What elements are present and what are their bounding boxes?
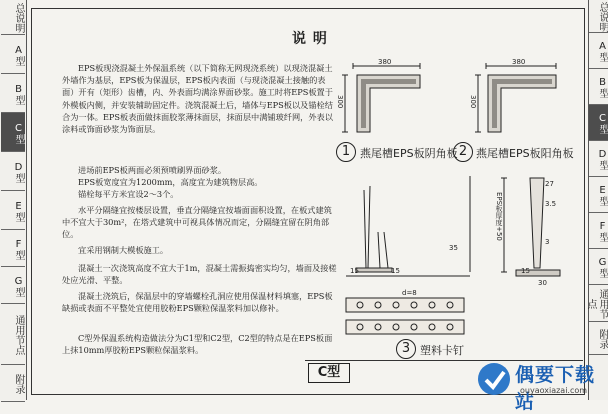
outer-corner-width-label: 380 [512,58,526,66]
clip-dim-3: 3 [545,238,550,246]
right-tab-b[interactable]: B型 [589,69,608,105]
left-tab-d[interactable]: D型 [1,152,25,191]
paragraph-repair: 混凝土浇筑后，保温层中的穿墙螺栓孔洞应使用保温材料填塞，EPS板缺损或表面不平整处宜使用胶粉EPS颗粒保温浆料加以修补。 [62,291,333,314]
paragraph-joints: 水平分隔缝宜按楼层设置，垂直分隔缝宜按墙面面积设置，在板式建筑中不宜大于30m²，在塔式建筑中可视具体情况而定，分隔缝宜留在阴角部位。 [62,205,332,240]
page-title: 说 明 [292,31,328,47]
inner-corner-board-label: 燕尾槽EPS板阴角板 [360,147,458,160]
left-tab-g[interactable]: G型 [1,267,25,304]
paragraph-interface-mortar: 进场前EPS板两面必须预喷刷界面砂浆。 [78,165,227,175]
outer-corner-board-label: 燕尾槽EPS板阳角板 [476,147,574,160]
paragraph-pouring: 混凝土一次浇筑高度不宜大于1m，混凝土需振捣密实均匀，墙面及接槎处应光滑、平整。 [62,263,337,286]
clip-dim-27: 27 [545,180,554,188]
left-tab-c[interactable]: C型 [1,113,25,152]
right-tab-general[interactable]: 总说明 [589,0,608,33]
right-tab-g[interactable]: G型 [589,249,608,285]
inner-corner-board-drawing [342,63,420,132]
left-tab-general-nodes[interactable]: 通用节点 [1,304,25,365]
outer-corner-height-label: 300 [469,95,477,109]
right-tab-general-nodes[interactable]: 通用节点 [589,285,608,322]
paragraph-anchors: 锚栓每平方米宜设2～3个。 [78,189,179,199]
clip-dim-d8: d=8 [402,289,417,297]
type-label: C型 [308,363,350,383]
clip-dim-30: 30 [538,279,547,287]
left-tab-f[interactable]: F型 [1,230,25,267]
clip-dim-15-b: 15 [391,267,400,275]
outer-corner-board-drawing [475,63,556,132]
paragraph-board-size: EPS板宽度宜为1200mm，高度宜为建筑物层高。 [78,177,263,187]
inner-corner-width-label: 380 [378,58,392,66]
diagram-2-number: 2 [453,142,473,162]
watermark-brand: 偶要下载站 [515,364,596,413]
paragraph-types: C型外保温系统构造做法分为C1型和C2型，C2型的特点是在EPS板面上抹10mm厚胶粉EPS颗粒保温浆料。 [62,333,333,356]
left-tab-b[interactable]: B型 [1,74,25,113]
watermark-site: ouyaoxiazai.com [520,386,588,395]
clip-dim-35: 35 [449,244,458,252]
paragraph-formwork: 宜采用钢制大模板施工。 [78,245,169,255]
right-tab-appendix[interactable]: 附录 [589,322,608,355]
right-tab-e[interactable]: E型 [589,177,608,213]
right-tab-f[interactable]: F型 [589,213,608,249]
left-tab-e[interactable]: E型 [1,191,25,230]
right-tab-d[interactable]: D型 [589,141,608,177]
diagram-1-number: 1 [336,142,356,162]
clip-side-label: EPS板厚度+50 [495,192,503,241]
clip-dim-3-5: 3.5 [545,200,557,208]
plastic-clip-drawing [346,176,560,334]
left-tab-a[interactable]: A型 [1,35,25,74]
clip-dim-15-a: 15 [350,267,359,275]
paragraph-intro: EPS板现浇混凝土外保温系统（以下简称无网现浇系统）以现浇混凝土外墙作为基层，EPS板为保温层，EPS板内表面（与现浇混凝土接触的表面）开有（矩形）齿槽，内、外表面均满涂界面砂浆。施工时将EPS板置于外模板内侧，并安装辅助固定件。浇筑混凝土后，墙体与EPS板以及锚栓结合为一体。EPS板表面做抹面胶浆薄抹面层，抹面层中满铺玻纤网，外表以涂料或饰面砂浆为饰面层。 [62,63,333,135]
left-tab-general[interactable]: 总说明 [1,0,25,35]
left-tab-appendix[interactable]: 附录 [1,365,25,402]
plastic-clip-label: 塑料卡钉 [420,344,464,357]
clip-dim-15-c: 15 [521,267,530,275]
diagram-3-number: 3 [396,339,416,359]
right-tab-c[interactable]: C型 [589,105,608,141]
inner-corner-height-label: 300 [336,95,344,109]
right-tab-a[interactable]: A型 [589,33,608,69]
